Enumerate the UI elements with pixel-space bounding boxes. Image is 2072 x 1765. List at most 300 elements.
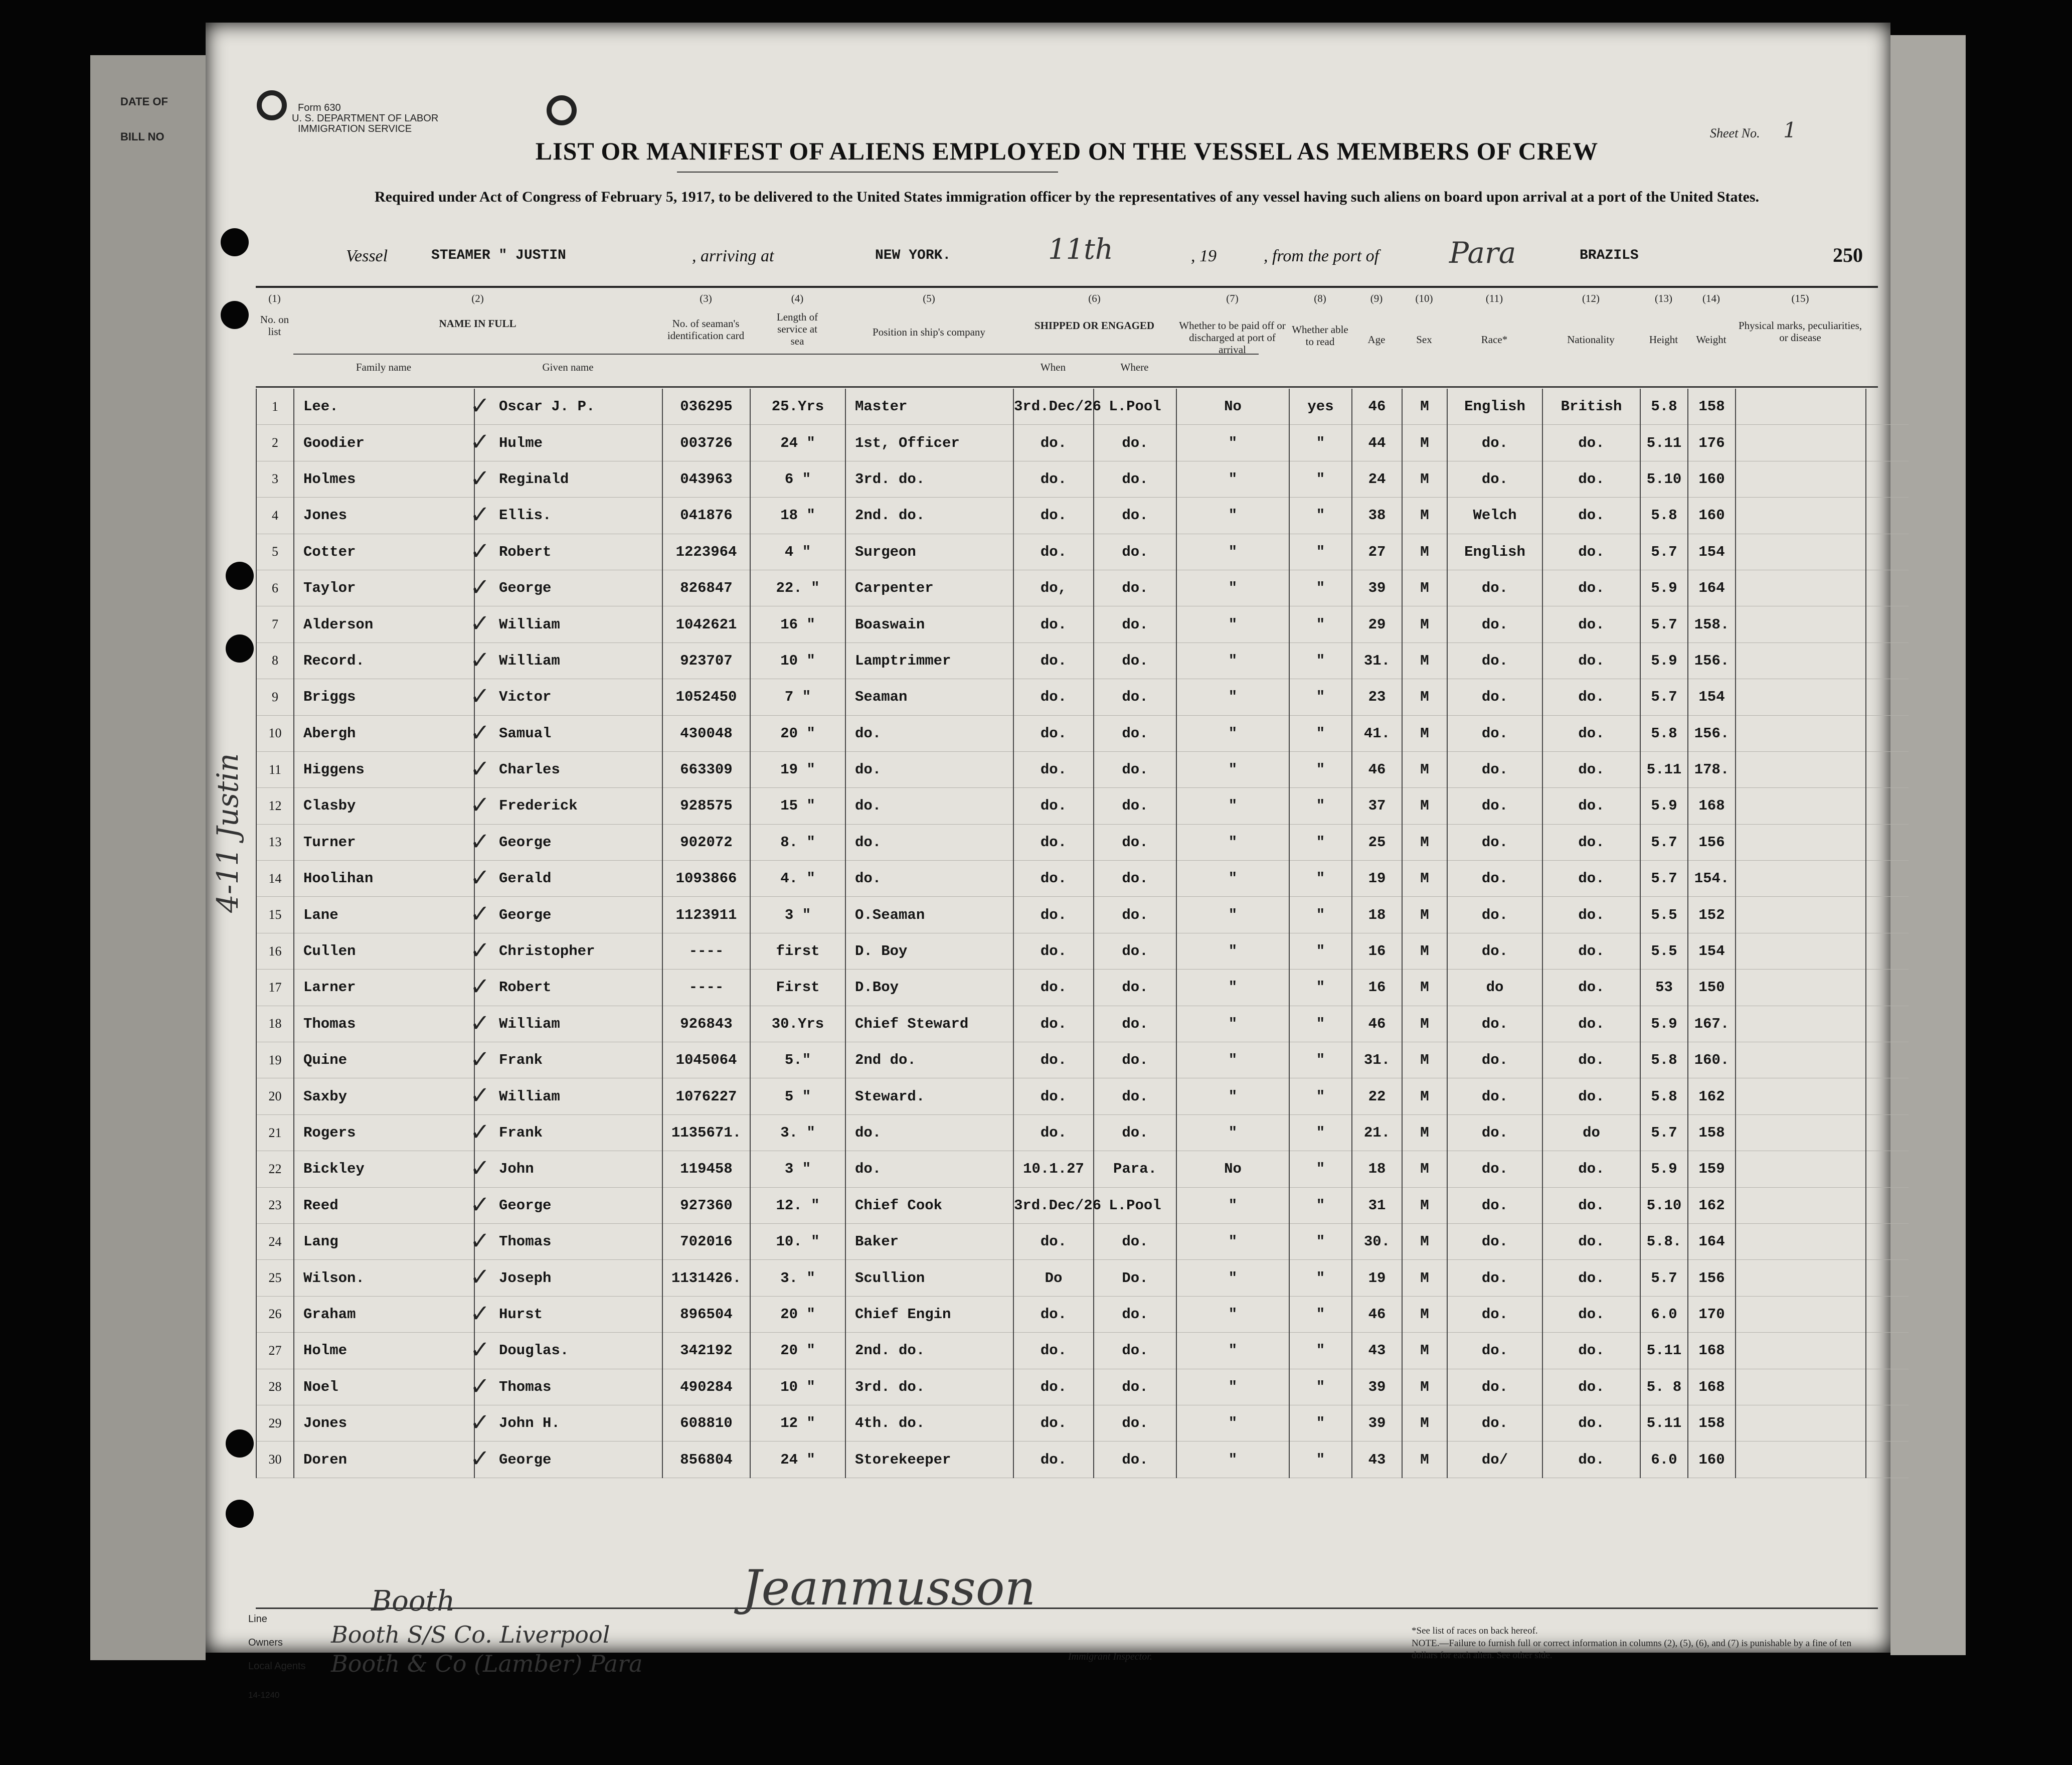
cell-n: 12 — [256, 788, 294, 824]
cell-given — [470, 1114, 662, 1151]
checkmark-icon: ✓ — [470, 754, 490, 783]
given-name-text: George — [499, 1197, 552, 1214]
given-name-text: Reginald — [499, 470, 569, 488]
given-name-text: Robert — [499, 979, 552, 996]
cell-when: 10.1.27 — [1013, 1151, 1094, 1187]
cell-nat: do. — [1542, 570, 1640, 606]
checkmark-icon: ✓ — [470, 1190, 490, 1219]
cell-position: Boaswain — [845, 606, 1013, 643]
strip-label-bill: BILL NO — [120, 130, 164, 143]
cell-read: " — [1289, 1187, 1352, 1223]
cell-paid: " — [1176, 461, 1289, 497]
cell-when: 3rd.Dec/26 — [1013, 1187, 1094, 1223]
cell-height: 5.8 — [1640, 389, 1688, 425]
cell-race: do. — [1447, 1369, 1542, 1405]
cell-empty — [1736, 1151, 1866, 1187]
cell-empty — [1866, 498, 1909, 534]
cell-family: Bickley — [294, 1151, 474, 1187]
cell-paid: " — [1176, 1042, 1289, 1078]
cell-height: 5.8 — [1640, 715, 1688, 751]
cell-family: Noel — [294, 1369, 474, 1405]
col-9-header: Age — [1367, 334, 1386, 346]
cell-position: Baker — [845, 1223, 1013, 1259]
cell-position: 3rd. do. — [845, 461, 1013, 497]
cell-nat: British — [1542, 389, 1640, 425]
given-name-text: George — [499, 580, 552, 597]
cell-position: Storekeeper — [845, 1441, 1013, 1478]
col-10-number: (10) — [1415, 292, 1433, 304]
cell-n: 15 — [256, 897, 294, 933]
cell-family: Alderson — [294, 606, 474, 643]
cell-service: 30.Yrs — [750, 1006, 845, 1042]
cell-weight: 162 — [1688, 1187, 1736, 1223]
col-5-header: Position in ship's company — [873, 326, 985, 338]
cell-paid: " — [1176, 1369, 1289, 1405]
cell-sex: M — [1402, 1006, 1447, 1042]
cell-sex: M — [1402, 1151, 1447, 1187]
cell-race: do — [1447, 970, 1542, 1006]
table-row — [256, 970, 1909, 1006]
cell-empty — [1736, 1187, 1866, 1223]
cell-paid: " — [1176, 1187, 1289, 1223]
cell-where: do. — [1094, 1223, 1176, 1259]
cell-height: 5.5 — [1640, 933, 1688, 969]
cell-given — [470, 1187, 662, 1223]
cell-where: Do. — [1094, 1260, 1176, 1296]
given-name-text: George — [499, 906, 552, 923]
cell-height: 5.8 — [1640, 1078, 1688, 1114]
cell-paid: " — [1176, 1405, 1289, 1441]
sheet-number: 1 — [1783, 118, 1797, 142]
cell-when: do. — [1013, 751, 1094, 787]
cell-given — [470, 461, 662, 497]
cell-when: do. — [1013, 824, 1094, 860]
cell-height: 5.8 — [1640, 498, 1688, 534]
cell-family: Reed — [294, 1187, 474, 1223]
cell-empty — [1866, 1187, 1909, 1223]
cell-where: do. — [1094, 824, 1176, 860]
cell-age: 46 — [1352, 1296, 1402, 1332]
cell-weight: 168 — [1688, 1369, 1736, 1405]
cell-nat: do. — [1542, 1405, 1640, 1441]
cell-sex: M — [1402, 824, 1447, 860]
cell-height: 5.11 — [1640, 1405, 1688, 1441]
cell-empty — [1736, 1042, 1866, 1078]
cell-read: " — [1289, 788, 1352, 824]
header-bottom-rule — [256, 386, 1878, 388]
cell-family: Quine — [294, 1042, 474, 1078]
cell-race: do. — [1447, 570, 1542, 606]
cell-weight: 162 — [1688, 1078, 1736, 1114]
cell-card: ---- — [662, 933, 750, 969]
cell-sex: M — [1402, 1405, 1447, 1441]
cell-empty — [1736, 643, 1866, 679]
cell-paid: " — [1176, 1296, 1289, 1332]
cell-n: 18 — [256, 1006, 294, 1042]
cell-position: 2nd do. — [845, 1042, 1013, 1078]
cell-given — [470, 715, 662, 751]
cell-n: 6 — [256, 570, 294, 606]
cell-weight: 168 — [1688, 1333, 1736, 1369]
given-name-text: William — [499, 1088, 560, 1105]
cell-card: 896504 — [662, 1296, 750, 1332]
cell-read: " — [1289, 643, 1352, 679]
cell-service: 24 " — [750, 425, 845, 461]
cell-read: " — [1289, 1042, 1352, 1078]
cell-height: 5.7 — [1640, 1260, 1688, 1296]
cell-family: Rogers — [294, 1114, 474, 1151]
cell-empty — [1736, 715, 1866, 751]
title-rule — [677, 172, 1058, 173]
cell-n: 30 — [256, 1441, 294, 1478]
cell-given — [470, 1441, 662, 1478]
cell-given — [470, 1405, 662, 1441]
cell-when: do. — [1013, 606, 1094, 643]
cell-nat: do. — [1542, 1187, 1640, 1223]
cell-weight: 158 — [1688, 1114, 1736, 1151]
cell-where: do. — [1094, 679, 1176, 715]
agents-handwritten: Booth & Co (Lamber) Para — [331, 1650, 643, 1677]
cell-height: 5.11 — [1640, 425, 1688, 461]
cell-family: Clasby — [294, 788, 474, 824]
cell-weight: 164 — [1688, 570, 1736, 606]
checkmark-icon: ✓ — [470, 1081, 490, 1110]
cell-empty — [1866, 1114, 1909, 1151]
cell-age: 19 — [1352, 861, 1402, 897]
cell-family: Record. — [294, 643, 474, 679]
cell-position: do. — [845, 751, 1013, 787]
cell-read: " — [1289, 679, 1352, 715]
cell-race: do. — [1447, 643, 1542, 679]
cell-n: 14 — [256, 861, 294, 897]
cell-where: do. — [1094, 933, 1176, 969]
cell-empty — [1866, 1042, 1909, 1078]
cell-position: Master — [845, 389, 1013, 425]
cell-where: do. — [1094, 461, 1176, 497]
vessel-name: STEAMER " JUSTIN — [431, 248, 566, 263]
cell-age: 29 — [1352, 606, 1402, 643]
cell-age: 38 — [1352, 498, 1402, 534]
cell-weight: 160 — [1688, 498, 1736, 534]
cell-empty — [1866, 933, 1909, 969]
cell-empty — [1736, 1441, 1866, 1478]
given-name-text: Thomas — [499, 1378, 552, 1395]
cell-weight: 156 — [1688, 1260, 1736, 1296]
cell-height: 5.11 — [1640, 751, 1688, 787]
cell-read: " — [1289, 897, 1352, 933]
cell-when: do. — [1013, 1006, 1094, 1042]
shipped-where-header: Where — [1120, 361, 1149, 373]
cell-given — [470, 1260, 662, 1296]
given-name-text: Hulme — [499, 434, 543, 451]
cell-age: 31. — [1352, 643, 1402, 679]
cell-n: 16 — [256, 933, 294, 969]
cell-paid: " — [1176, 643, 1289, 679]
cell-when: do. — [1013, 897, 1094, 933]
cell-position: Surgeon — [845, 534, 1013, 570]
cell-read: " — [1289, 824, 1352, 860]
cell-nat: do. — [1542, 970, 1640, 1006]
cell-height: 5.7 — [1640, 679, 1688, 715]
cell-empty — [1736, 1260, 1866, 1296]
col-11-number: (11) — [1485, 292, 1503, 304]
table-row — [256, 1296, 1909, 1332]
cell-read: " — [1289, 570, 1352, 606]
given-name-text: Thomas — [499, 1233, 552, 1250]
checkmark-icon: ✓ — [470, 573, 490, 601]
cell-read: " — [1289, 861, 1352, 897]
cell-empty — [1736, 425, 1866, 461]
cell-n: 27 — [256, 1333, 294, 1369]
col-6-number: (6) — [1088, 292, 1101, 304]
cell-paid: " — [1176, 498, 1289, 534]
cell-empty — [1866, 715, 1909, 751]
cell-age: 25 — [1352, 824, 1402, 860]
cell-position: 4th. do. — [845, 1405, 1013, 1441]
cell-age: 41. — [1352, 715, 1402, 751]
from-port-label: , from the port of — [1264, 247, 1379, 265]
cell-paid: " — [1176, 715, 1289, 751]
table-row — [256, 1078, 1909, 1114]
cell-where: do. — [1094, 570, 1176, 606]
cell-family: Jones — [294, 1405, 474, 1441]
cell-height: 6.0 — [1640, 1296, 1688, 1332]
cell-position: Carpenter — [845, 570, 1013, 606]
cell-empty — [1866, 970, 1909, 1006]
cell-sex: M — [1402, 498, 1447, 534]
cell-card: 1076227 — [662, 1078, 750, 1114]
cell-read: " — [1289, 534, 1352, 570]
cell-paid: " — [1176, 1223, 1289, 1259]
table-row — [256, 534, 1909, 570]
origin-country: BRAZILS — [1580, 248, 1639, 263]
cell-given — [470, 1369, 662, 1405]
cell-height: 5.9 — [1640, 1006, 1688, 1042]
cell-when: do. — [1013, 1223, 1094, 1259]
given-name-text: John — [499, 1161, 534, 1178]
cell-paid: " — [1176, 425, 1289, 461]
cell-given — [470, 970, 662, 1006]
cell-service: 3 " — [750, 897, 845, 933]
cell-race: do. — [1447, 1006, 1542, 1042]
binder-hole — [226, 1429, 254, 1458]
cell-weight: 164 — [1688, 1223, 1736, 1259]
col-12-number: (12) — [1582, 292, 1600, 304]
cell-nat: do. — [1542, 1151, 1640, 1187]
cell-race: do. — [1447, 1333, 1542, 1369]
cell-card: 003726 — [662, 425, 750, 461]
col-3-header: No. of seaman's identification card — [667, 317, 745, 342]
cell-race: do. — [1447, 425, 1542, 461]
cell-weight: 168 — [1688, 788, 1736, 824]
cell-race: do. — [1447, 751, 1542, 787]
cell-read: " — [1289, 933, 1352, 969]
cell-family: Cotter — [294, 534, 474, 570]
cell-service: 15 " — [750, 788, 845, 824]
cell-nat: do — [1542, 1114, 1640, 1151]
cell-sex: M — [1402, 679, 1447, 715]
cell-service: 24 " — [750, 1441, 845, 1478]
cell-card: 119458 — [662, 1151, 750, 1187]
cell-sex: M — [1402, 715, 1447, 751]
checkmark-icon: ✓ — [470, 1226, 490, 1255]
cell-card: 608810 — [662, 1405, 750, 1441]
cell-empty — [1736, 1296, 1866, 1332]
cell-paid: " — [1176, 606, 1289, 643]
checkmark-icon: ✓ — [470, 973, 490, 1001]
cell-empty — [1736, 498, 1866, 534]
given-name-text: Gerald — [499, 870, 552, 887]
cell-height: 5.10 — [1640, 1187, 1688, 1223]
cell-when: do. — [1013, 715, 1094, 751]
cell-given — [470, 643, 662, 679]
cell-n: 25 — [256, 1260, 294, 1296]
cell-when: do. — [1013, 788, 1094, 824]
cell-race: do. — [1447, 1405, 1542, 1441]
cell-when: do. — [1013, 933, 1094, 969]
cell-height: 53 — [1640, 970, 1688, 1006]
checkmark-icon: ✓ — [470, 464, 490, 493]
form-number: Form 630 — [298, 102, 341, 113]
cell-where: do. — [1094, 861, 1176, 897]
given-name-text: Frederick — [499, 797, 578, 815]
cell-card: 1052450 — [662, 679, 750, 715]
cell-empty — [1866, 751, 1909, 787]
cell-empty — [1736, 570, 1866, 606]
cell-height: 5.9 — [1640, 643, 1688, 679]
cell-age: 19 — [1352, 1260, 1402, 1296]
cell-paid: " — [1176, 1333, 1289, 1369]
cell-where: do. — [1094, 425, 1176, 461]
cell-nat: do. — [1542, 715, 1640, 751]
cell-service: 7 " — [750, 679, 845, 715]
cell-nat: do. — [1542, 1441, 1640, 1478]
cell-empty — [1736, 1333, 1866, 1369]
cell-paid: " — [1176, 570, 1289, 606]
cell-race: do. — [1447, 606, 1542, 643]
cell-when: do. — [1013, 1042, 1094, 1078]
cell-given — [470, 389, 662, 425]
cell-race: do. — [1447, 933, 1542, 969]
cell-given — [470, 570, 662, 606]
cell-where: do. — [1094, 1441, 1176, 1478]
cell-race: do. — [1447, 1296, 1542, 1332]
cell-paid: " — [1176, 1441, 1289, 1478]
cell-empty — [1736, 824, 1866, 860]
cell-family: Hoolihan — [294, 861, 474, 897]
cell-given — [470, 1333, 662, 1369]
cell-race: do. — [1447, 861, 1542, 897]
col-2-number: (2) — [471, 292, 484, 304]
table-row — [256, 824, 1909, 860]
cell-empty — [1866, 643, 1909, 679]
cell-empty — [1736, 1369, 1866, 1405]
cell-age: 46 — [1352, 1006, 1402, 1042]
checkmark-icon: ✓ — [470, 1045, 490, 1074]
cell-family: Goodier — [294, 425, 474, 461]
cell-n: 10 — [256, 715, 294, 751]
table-row — [256, 1223, 1909, 1259]
page-title: LIST OR MANIFEST OF ALIENS EMPLOYED ON THE VESSEL AS MEMBERS OF CREW — [535, 137, 1599, 165]
cell-weight: 158. — [1688, 606, 1736, 643]
cell-read: " — [1289, 606, 1352, 643]
cell-empty — [1736, 389, 1866, 425]
cell-sex: M — [1402, 1187, 1447, 1223]
table-row — [256, 897, 1909, 933]
checkmark-icon: ✓ — [470, 1336, 490, 1364]
cell-n: 23 — [256, 1187, 294, 1223]
col-8-number: (8) — [1314, 292, 1326, 304]
checkmark-icon: ✓ — [470, 936, 490, 965]
cell-n: 19 — [256, 1042, 294, 1078]
cell-position: 2nd. do. — [845, 1333, 1013, 1369]
cell-age: 37 — [1352, 788, 1402, 824]
cell-nat: do. — [1542, 1042, 1640, 1078]
given-name-text: Samual — [499, 725, 552, 742]
table-row — [256, 498, 1909, 534]
arrival-port: NEW YORK. — [875, 248, 951, 263]
cell-nat: do. — [1542, 498, 1640, 534]
cell-nat: do. — [1542, 751, 1640, 787]
cell-age: 24 — [1352, 461, 1402, 497]
table-row — [256, 1151, 1909, 1187]
cell-read: " — [1289, 1441, 1352, 1478]
cell-when: do. — [1013, 1405, 1094, 1441]
cell-race: do. — [1447, 897, 1542, 933]
cell-age: 39 — [1352, 1405, 1402, 1441]
cell-given — [470, 751, 662, 787]
binder-hole — [226, 634, 254, 663]
cell-nat: do. — [1542, 897, 1640, 933]
cell-sex: M — [1402, 897, 1447, 933]
given-name-text: Douglas. — [499, 1342, 569, 1359]
cell-empty — [1736, 788, 1866, 824]
cell-service: first — [750, 933, 845, 969]
cell-weight: 167. — [1688, 1006, 1736, 1042]
cell-n: 28 — [256, 1369, 294, 1405]
cell-nat: do. — [1542, 461, 1640, 497]
binder-hole — [226, 562, 254, 590]
cell-height: 5.7 — [1640, 534, 1688, 570]
line-handwritten: Booth — [371, 1585, 455, 1618]
checkmark-icon: ✓ — [470, 827, 490, 856]
cell-given — [470, 425, 662, 461]
cell-position: 1st, Officer — [845, 425, 1013, 461]
cell-paid: " — [1176, 824, 1289, 860]
checkmark-icon: ✓ — [470, 1263, 490, 1292]
col-10-header: Sex — [1416, 334, 1432, 346]
cell-empty — [1736, 751, 1866, 787]
cell-nat: do. — [1542, 933, 1640, 969]
fine-note: NOTE.—Failure to furnish full or correct information in columns (2), (5), (6), and (7) is punishable by a fine of ten dollars for each alien. See other side. — [1412, 1638, 1851, 1661]
cell-age: 31. — [1352, 1042, 1402, 1078]
cell-empty — [1866, 1441, 1909, 1478]
cell-card: 927360 — [662, 1187, 750, 1223]
binder-hole — [221, 228, 249, 256]
cell-read: " — [1289, 1078, 1352, 1114]
margin-handwritten-note: 4-11 Justin — [211, 753, 245, 913]
given-name-text: Frank — [499, 1125, 543, 1141]
cell-empty — [1736, 1223, 1866, 1259]
cell-weight: 160 — [1688, 1441, 1736, 1478]
cell-where: do. — [1094, 788, 1176, 824]
cell-height: 5.8 — [1640, 1042, 1688, 1078]
cell-card: 490284 — [662, 1369, 750, 1405]
cell-read: " — [1289, 461, 1352, 497]
col-9-number: (9) — [1370, 292, 1383, 304]
cell-position: Scullion — [845, 1260, 1013, 1296]
cell-sex: M — [1402, 788, 1447, 824]
